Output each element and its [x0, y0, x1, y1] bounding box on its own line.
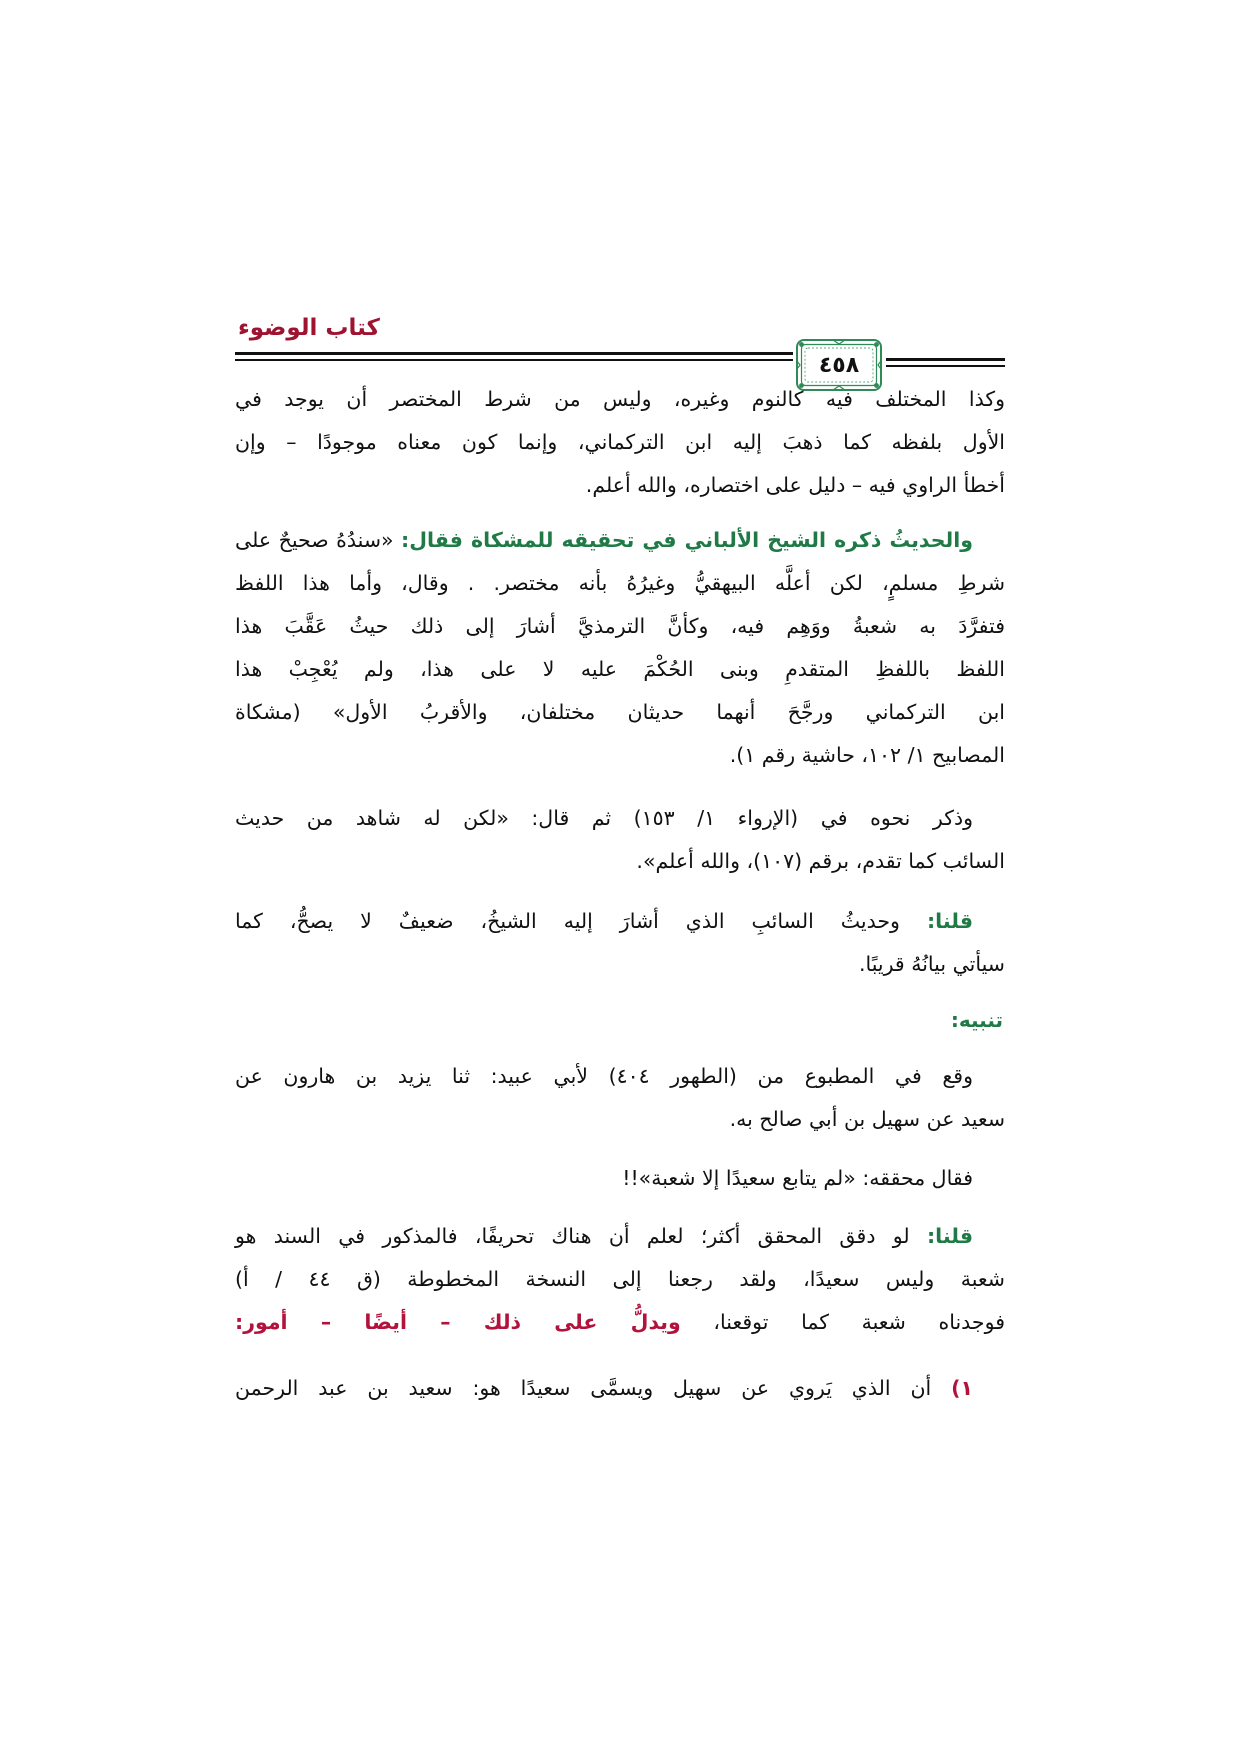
text-line: السائب كما تقدم، برقم (١٠٧)، والله أعلم».: [636, 849, 1005, 873]
text-line: وذكر نحوه في (الإرواء ١/ ١٥٣) ثم قال: «لكن له شاهد من حديث: [235, 806, 973, 830]
text-run: أن الذي يَروي عن سهيل ويسمَّى سعيدًا هو: سعيد بن عبد الرحمن: [235, 1376, 932, 1400]
paragraph-albani-quote: [235, 519, 1005, 777]
text-line: [235, 1367, 1005, 1410]
text-line: المصابيح ١/ ١٠٢، حاشية رقم ١).: [729, 743, 1005, 767]
page-number: ٤٥٨: [818, 352, 860, 378]
text-run: فوجدناه شعبة كما توقعنا،: [713, 1310, 1005, 1334]
text-line: وكذا المختلف فيه كالنوم وغيره، وليس من شرط المختصر أن يوجد في: [235, 387, 1005, 411]
text-line: شعبة وليس سعيدًا، ولقد رجعنا إلى النسخة المخطوطة (ق ٤٤ / أ): [235, 1267, 1005, 1291]
header-rule-thin: [886, 365, 1005, 367]
paragraph-qulna-1: [235, 900, 1005, 986]
text-line: سيأتي بيانُهُ قريبًا.: [858, 952, 1005, 976]
page-body-text: [235, 378, 1005, 1410]
text-line: [235, 519, 1005, 562]
lead-phrase: قلنا:: [926, 909, 973, 933]
text-run: وحديثُ السائبِ الذي أشارَ إليه الشيخُ، ضعيفٌ لا يصحُّ، كما: [235, 909, 900, 933]
text-line: اللفظ باللفظِ المتقدمِ وبنى الحُكْمَ عليه لا على هذا، ولم يُعْجِبْ هذا: [235, 657, 1005, 681]
text-line: [235, 900, 1005, 943]
text-run: لو دقق المحقق أكثر؛ لعلم أن هناك تحريفًا، فالمذكور في السند هو: [235, 1224, 910, 1248]
header-rule-thick: [235, 352, 793, 355]
text-line: [235, 1215, 1005, 1258]
notice-heading: تنبيه:: [950, 1008, 1003, 1032]
text-line: فقال محققه: «لم يتابع سعيدًا إلا شعبة»!!: [622, 1166, 973, 1190]
text-line: فتفرَّدَ به شعبةُ ووَهِم فيه، وكأنَّ الترمذيَّ أشارَ إلى ذلك حيثُ عَقَّبَ هذا: [235, 614, 1005, 638]
text-run: «سندُهُ صحيحٌ على: [235, 528, 394, 552]
text-line: ابن التركماني ورجَّحَ أنهما حديثان مختلفان، والأقربُ الأول» (مشكاة: [235, 700, 1005, 724]
text-line: وقع في المطبوع من (الطهور ٤٠٤) لأبي عبيد: ثنا يزيد بن هارون عن: [235, 1064, 974, 1088]
text-line: أخطأ الراوي فيه – دليل على اختصاره، والله أعلم.: [585, 473, 1005, 497]
emphasis-phrase: ويدلُّ على ذلك – أيضًا – أمور:: [235, 1310, 681, 1334]
text-line: سعيد عن سهيل بن أبي صالح به.: [729, 1107, 1005, 1131]
book-title: كتاب الوضوء: [238, 315, 380, 341]
paragraph-qulna-2: [235, 1215, 1005, 1344]
list-number: ١): [951, 1376, 973, 1400]
paragraph-editor-remark: [235, 1157, 1005, 1200]
paragraph-irwa-reference: [235, 797, 1005, 883]
lead-phrase: قلنا:: [926, 1224, 973, 1248]
text-line: شرطِ مسلمٍ، لكن أعلَّه البيهقيُّ وغيرُهُ بأنه مختصر. . وقال، وأما هذا اللفظ: [235, 571, 1005, 595]
paragraph-continuation: [235, 378, 1005, 507]
lead-phrase: والحديثُ ذكره الشيخ الألباني في تحقيقه للمشكاة فقال:: [401, 528, 973, 552]
text-line: [235, 1301, 1005, 1344]
paragraph-tuhur-edition: [235, 1055, 1005, 1141]
header-rule-thin: [235, 359, 793, 361]
text-line: الأول بلفظه كما ذهبَ إليه ابن التركماني، وإنما كون معناه موجودًا – وإن: [235, 430, 1005, 454]
header-rule-left: [235, 352, 793, 362]
header-rule-thick: [886, 358, 1005, 361]
header-rule-right: [886, 358, 1005, 368]
numbered-point-1: [235, 1367, 1005, 1410]
